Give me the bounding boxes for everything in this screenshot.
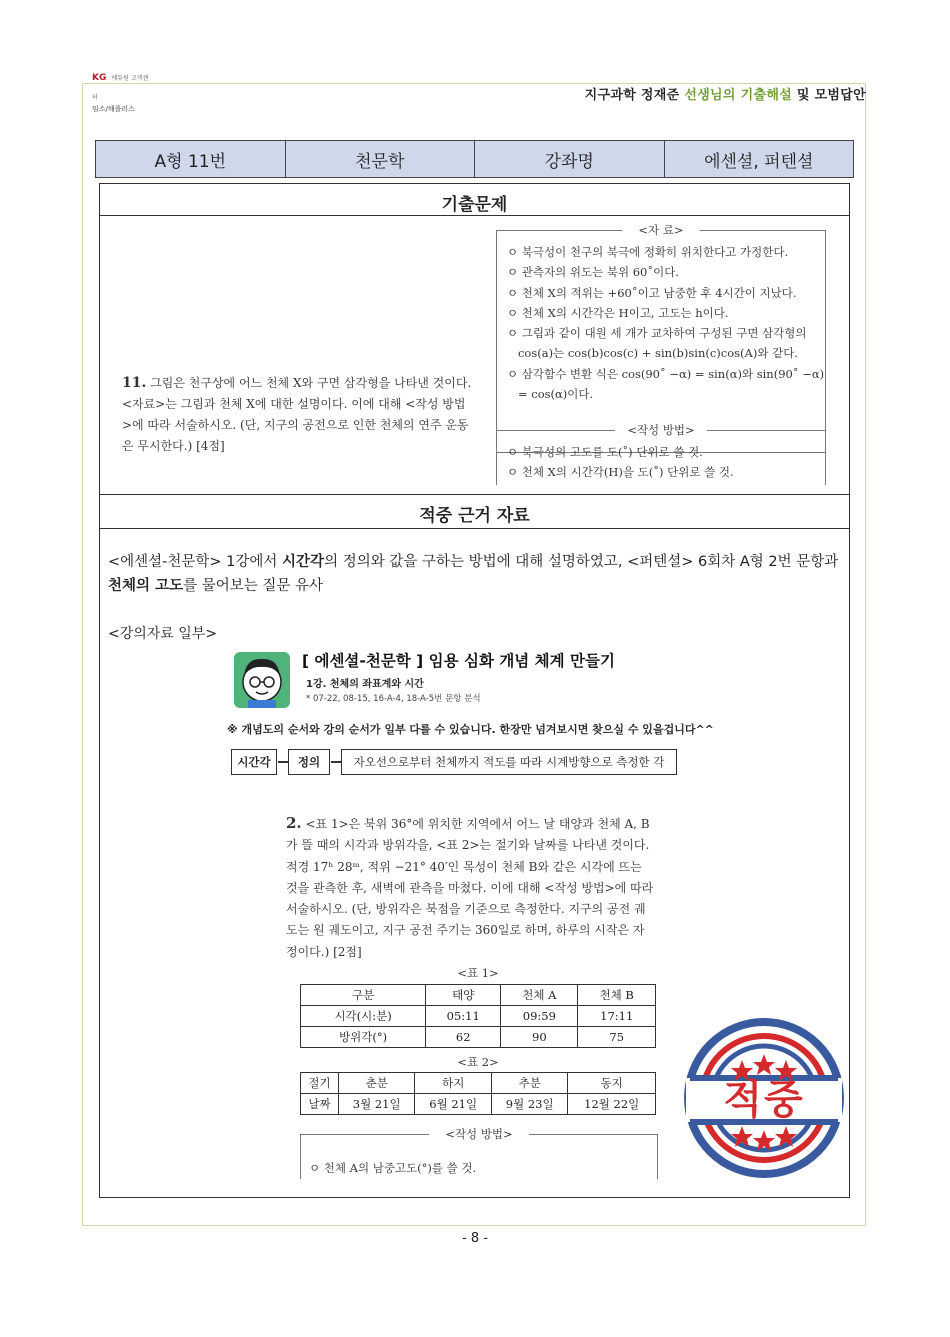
lecture-label: <강의자료 일부> xyxy=(108,626,218,642)
resources-list xyxy=(507,242,824,404)
method-label: <작성 방법> xyxy=(627,423,695,437)
table-cell: 6월 21일 xyxy=(415,1094,492,1115)
table1 xyxy=(300,984,656,1048)
connector xyxy=(278,761,288,763)
info-course-name: 에센셜, 퍼텐셜 xyxy=(664,141,854,178)
method-item: ㅇ 천체 X의 시간각(H)을 도(˚) 단위로 쓸 것. xyxy=(507,465,734,480)
table-row xyxy=(301,1006,656,1027)
table-cell: 동지 xyxy=(568,1073,656,1094)
problem2-number: 2. xyxy=(286,814,302,832)
divider xyxy=(100,215,849,216)
table-row xyxy=(301,1094,656,1115)
problem2-body: <표 1>은 북위 36°에 위치한 지역에서 어느 날 태양과 천체 A, B가 뜰 때의 시각과 방위각을, <표 2>는 절기와 날짜를 나타낸 것이다. 적경 17ʰ 28ᵐ, 적위 −21° 40′인 목성이 천체 B와 같은 시각에 뜨는 것을 관측한 후, 새벽에 관측을 마쳤다. 이에 대해 <작성 방법>에 따라 서술하시오. (단, 방위각은 북점을 기준으로 측정한다. 지구의 공전 궤도는 원 궤도이고, 지구 공전 주기는 360일로 하며, 하루의 시작은 자정이다.) [2점] xyxy=(286,817,654,959)
section-title-basis: 적중 근거 자료 xyxy=(419,506,530,526)
resource-item: ㅇ 천체 X의 시간각은 H이고, 고도는 h이다. xyxy=(507,305,729,320)
method2-label: <작성 방법> xyxy=(445,1127,513,1141)
table-cell: 3월 21일 xyxy=(338,1094,415,1115)
method-item: ㅇ 북극성의 고도를 도(˚) 단위로 쓸 것. xyxy=(507,445,703,459)
table-cell: 62 xyxy=(426,1027,501,1048)
concept-kind: 정의 xyxy=(288,749,330,775)
resource-item: ㅇ 삼각함수 변환 식은 cos(90˚ −α) = sin(α)와 sin(90˚ −α) xyxy=(507,366,825,381)
table-row xyxy=(301,985,656,1006)
table-cell: 천체 B xyxy=(578,985,656,1006)
header-prefix: 지구과학 정재준 xyxy=(584,88,685,103)
page-number: - 8 - xyxy=(462,1231,488,1246)
method-box xyxy=(496,423,826,485)
logo-sub: 임소/해플러스 xyxy=(92,105,135,113)
table-cell: 시각(시:분) xyxy=(301,1006,426,1027)
method2-box xyxy=(300,1127,658,1179)
lecture-note: ※ 개념도의 순서와 강의 순서가 일부 다를 수 있습니다. 한장만 넘겨보시면 찾으실 수 있을겁니다^^ xyxy=(227,723,714,736)
method-list xyxy=(507,442,734,483)
resource-item: cos(a)는 cos(b)cos(c) + sin(b)sin(c)cos(A)와 같다. xyxy=(507,346,798,361)
resource-item: ㅇ 그림과 같이 대원 세 개가 교차하여 구성된 구면 삼각형의 xyxy=(507,326,807,341)
question-info-table xyxy=(95,140,854,178)
lecture-reference: * 07-22, 08-15, 16-A-4, 18-A-5번 문항 분석 xyxy=(306,694,481,704)
table-cell: 9월 23일 xyxy=(491,1094,568,1115)
table-cell: 날짜 xyxy=(301,1094,339,1115)
method2-item: ㅇ 천체 A의 남중고도(°)를 쓸 것. xyxy=(309,1161,477,1175)
resources-box xyxy=(496,223,826,453)
problem2-text xyxy=(286,813,656,963)
table-cell: 09:59 xyxy=(501,1006,578,1027)
table-cell: 추분 xyxy=(491,1073,568,1094)
resources-label: <자 료> xyxy=(638,223,684,237)
table-row xyxy=(301,1073,656,1094)
resource-item: ㅇ 천체 X의 적위는 +60˚이고 남중한 후 4시간이 지났다. xyxy=(507,285,797,300)
lecture-subtitle: 1강. 천체의 좌표계와 시간 xyxy=(306,679,424,690)
table-cell: 12월 22일 xyxy=(568,1094,656,1115)
lecture-title: [ 에센셜-천문학 ] 임용 심화 개념 체계 만들기 xyxy=(302,652,615,670)
question-number: 11. xyxy=(122,375,147,391)
section-title-exam: 기출문제 xyxy=(441,195,508,215)
table-cell: 절기 xyxy=(301,1073,339,1094)
table2-caption: <표 2> xyxy=(457,1055,499,1069)
basis-bold-term: 천체의 고도 xyxy=(108,578,184,594)
basis-text: 의 정의와 값을 구하는 방법에 대해 설명하였고, <퍼텐셜> 6회차 A형 2번 문항과 xyxy=(324,554,839,570)
table-cell: 천체 A xyxy=(501,985,578,1006)
logo-brand: 에듀원 고객센터 xyxy=(92,75,149,101)
header-suffix: 및 모범답안 xyxy=(792,88,866,103)
divider xyxy=(100,528,849,529)
resource-item: ㅇ 관측자의 위도는 북위 60˚이다. xyxy=(507,265,679,280)
info-question-id: A형 11번 xyxy=(96,141,286,178)
table-cell: 구분 xyxy=(301,985,426,1006)
basis-paragraph xyxy=(108,550,848,598)
table-cell: 방위각(°) xyxy=(301,1027,426,1048)
teacher-avatar-icon xyxy=(234,652,290,708)
concept-description: 자오선으로부터 천체까지 적도를 따라 시계방향으로 측정한 각 xyxy=(341,749,677,775)
basis-bold-term: 시간각 xyxy=(282,554,325,570)
info-subject: 천문학 xyxy=(285,141,475,178)
table-cell: 하지 xyxy=(415,1073,492,1094)
basis-text: 를 물어보는 질문 유사 xyxy=(183,578,323,594)
table-cell: 태양 xyxy=(426,985,501,1006)
info-course-label: 강좌명 xyxy=(475,141,665,178)
header-highlight: 선생님의 기출해설 xyxy=(684,88,793,103)
resource-item: ㅇ 북극성이 천구의 북극에 정확히 위치한다고 가정한다. xyxy=(507,245,789,259)
concept-term: 시간각 xyxy=(231,749,277,775)
table-cell: 90 xyxy=(501,1027,578,1048)
question-text xyxy=(122,373,472,457)
page-header-title xyxy=(585,84,866,103)
basis-text: <에센셜-천문학> 1강에서 xyxy=(108,554,283,570)
table-cell: 75 xyxy=(578,1027,656,1048)
table-row xyxy=(301,1027,656,1048)
connector xyxy=(331,761,341,763)
question-body: 그림은 천구상에 어느 천체 X와 구면 삼각형을 나타낸 것이다. <자료>는 그림과 천체 X에 대한 설명이다. 이에 대해 <작성 방법>에 따라 서술하시오. (단, 지구의 공전으로 인한 천체의 연주 운동은 무시한다.) [4점] xyxy=(122,376,472,453)
content-box xyxy=(99,183,850,1198)
divider xyxy=(100,494,849,495)
table2 xyxy=(300,1072,656,1115)
table1-caption: <표 1> xyxy=(457,966,499,980)
table-cell: 17:11 xyxy=(578,1006,656,1027)
table-cell: 춘분 xyxy=(338,1073,415,1094)
logo-kg: KG xyxy=(92,73,107,83)
hit-stamp xyxy=(684,1018,844,1178)
table-cell: 05:11 xyxy=(426,1006,501,1027)
stamp-text: 적중 xyxy=(723,1077,805,1123)
resource-item: = cos(α)이다. xyxy=(507,387,594,402)
lecture-header xyxy=(234,649,704,713)
